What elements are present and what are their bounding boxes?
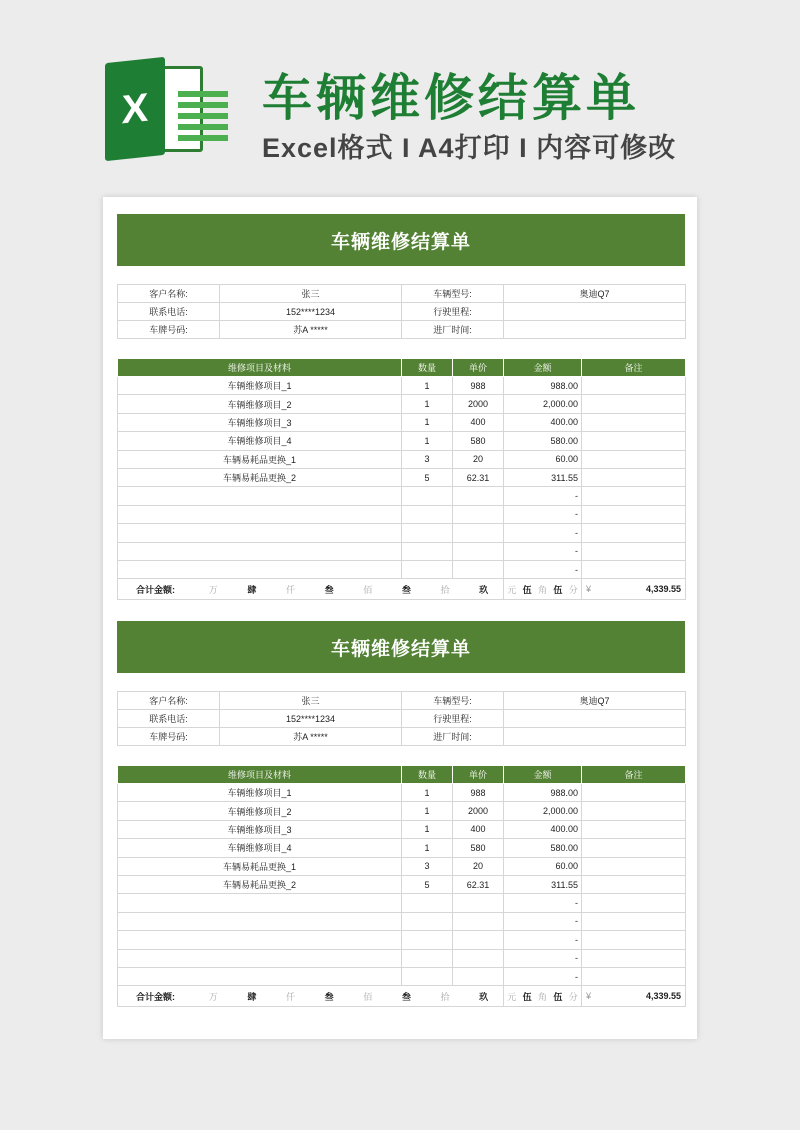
item-cell[interactable]: 车辆易耗品更换_1 [118, 450, 402, 468]
price-cell[interactable] [453, 949, 504, 967]
total-value: 4,339.55 [645, 584, 681, 595]
item-cell[interactable]: 车辆维修项目_4 [118, 432, 402, 450]
price-cell[interactable]: 988 [453, 377, 504, 395]
cap-char: 伍 [522, 584, 532, 595]
price-cell[interactable]: 400 [453, 413, 504, 431]
table-row [118, 377, 686, 395]
model-value[interactable]: 奥迪Q7 [504, 285, 686, 303]
qty-cell[interactable] [402, 967, 453, 985]
amount-cell[interactable]: - [504, 912, 582, 930]
cap-char: 仟 [286, 991, 296, 1002]
column-header: 维修项目及材料 [118, 766, 402, 784]
price-cell[interactable] [453, 912, 504, 930]
table-row [118, 303, 686, 321]
item-cell[interactable] [118, 560, 402, 578]
price-cell[interactable]: 2000 [453, 395, 504, 413]
excel-logo [105, 60, 205, 160]
price-cell[interactable]: 62.31 [453, 468, 504, 486]
cap-char: 伍 [522, 991, 532, 1002]
cap-char: 万 [208, 584, 218, 595]
item-cell[interactable]: 车辆维修项目_2 [118, 802, 402, 820]
cap-char: 仟 [286, 584, 296, 595]
table-row [118, 542, 686, 560]
amount-cell[interactable]: 580.00 [504, 432, 582, 450]
plate-value[interactable]: 苏A ***** [220, 321, 402, 339]
entry-time-label: 进厂时间: [402, 321, 504, 339]
cap-char: 玖 [479, 584, 489, 595]
price-cell[interactable]: 20 [453, 857, 504, 875]
price-cell[interactable]: 62.31 [453, 875, 504, 893]
price-cell[interactable]: 580 [453, 432, 504, 450]
table-row [118, 967, 686, 985]
mileage-label: 行驶里程: [402, 303, 504, 321]
qty-cell[interactable] [402, 949, 453, 967]
customer-info-table [117, 691, 686, 746]
amount-cell[interactable]: 2,000.00 [504, 395, 582, 413]
note-cell[interactable] [582, 839, 686, 857]
qty-cell[interactable] [402, 560, 453, 578]
table-row [118, 857, 686, 875]
phone-value[interactable]: 152****1234 [220, 710, 402, 728]
qty-cell[interactable] [402, 524, 453, 542]
note-cell[interactable] [582, 820, 686, 838]
cap-char: 肆 [247, 584, 257, 595]
note-cell[interactable] [582, 468, 686, 486]
amount-cell[interactable]: 2,000.00 [504, 802, 582, 820]
price-cell[interactable]: 20 [453, 450, 504, 468]
total-caps-cell-2 [504, 579, 582, 600]
entry-time-value[interactable] [504, 728, 686, 746]
amount-cell[interactable]: 311.55 [504, 468, 582, 486]
plate-value[interactable]: 苏A ***** [220, 728, 402, 746]
qty-cell[interactable]: 3 [402, 450, 453, 468]
column-header: 金额 [504, 359, 582, 377]
amount-cell[interactable]: - [504, 949, 582, 967]
item-cell[interactable] [118, 894, 402, 912]
table-row [118, 839, 686, 857]
total-caps-cell-2 [504, 986, 582, 1007]
excel-x-icon: X [105, 57, 165, 161]
settlement-form [117, 214, 685, 600]
qty-cell[interactable] [402, 542, 453, 560]
item-cell[interactable]: 车辆易耗品更换_2 [118, 875, 402, 893]
table-row [118, 931, 686, 949]
cap-char: 角 [537, 991, 547, 1002]
amount-cell[interactable]: 988.00 [504, 784, 582, 802]
column-header: 维修项目及材料 [118, 359, 402, 377]
cap-char: 佰 [363, 584, 373, 595]
total-row [118, 986, 686, 1007]
settlement-form [117, 621, 685, 1007]
paper-sheet [103, 197, 697, 1039]
note-cell[interactable] [582, 524, 686, 542]
note-cell[interactable] [582, 395, 686, 413]
item-cell[interactable] [118, 949, 402, 967]
currency-symbol: ¥ [586, 584, 592, 595]
table-header-row [118, 766, 686, 784]
cap-char: 拾 [440, 991, 450, 1002]
amount-cell[interactable]: 60.00 [504, 857, 582, 875]
qty-cell[interactable]: 5 [402, 875, 453, 893]
plate-label: 车牌号码: [118, 728, 220, 746]
page-subtitle: Excel格式 I A4打印 I 内容可修改 [262, 133, 677, 163]
amount-cell[interactable]: 311.55 [504, 875, 582, 893]
qty-cell[interactable] [402, 894, 453, 912]
cap-char: 拾 [440, 584, 450, 595]
amount-cell[interactable]: - [504, 505, 582, 523]
table-row [118, 321, 686, 339]
model-label: 车辆型号: [402, 692, 504, 710]
total-label: 合计金额: [136, 584, 175, 595]
table-header-row [118, 359, 686, 377]
amount-cell[interactable]: - [504, 487, 582, 505]
note-cell[interactable] [582, 432, 686, 450]
qty-cell[interactable]: 1 [402, 432, 453, 450]
amount-cell[interactable]: - [504, 894, 582, 912]
item-cell[interactable] [118, 524, 402, 542]
qty-cell[interactable]: 3 [402, 857, 453, 875]
table-row [118, 784, 686, 802]
amount-cell[interactable]: - [504, 542, 582, 560]
price-cell[interactable]: 400 [453, 820, 504, 838]
cap-char: 肆 [247, 991, 257, 1002]
price-cell[interactable] [453, 967, 504, 985]
cap-char: 万 [208, 991, 218, 1002]
note-cell[interactable] [582, 875, 686, 893]
column-header: 备注 [582, 359, 686, 377]
cap-char: 伍 [553, 584, 563, 595]
item-cell[interactable] [118, 967, 402, 985]
note-cell[interactable] [582, 450, 686, 468]
chinese-amount [194, 583, 503, 596]
cap-char: 分 [568, 991, 578, 1002]
total-amount-cell [582, 579, 686, 600]
table-row [118, 820, 686, 838]
customer-label: 客户名称: [118, 692, 220, 710]
table-row [118, 395, 686, 413]
column-header: 单价 [453, 766, 504, 784]
column-header: 单价 [453, 359, 504, 377]
price-cell[interactable] [453, 542, 504, 560]
repair-items-table [117, 765, 686, 1007]
table-row [118, 505, 686, 523]
qty-cell[interactable] [402, 487, 453, 505]
note-cell[interactable] [582, 413, 686, 431]
table-row [118, 875, 686, 893]
note-cell[interactable] [582, 912, 686, 930]
total-caps-cell [118, 986, 504, 1007]
amount-cell[interactable]: - [504, 560, 582, 578]
total-value: 4,339.55 [645, 991, 681, 1002]
cap-char: 角 [537, 584, 547, 595]
form-title-banner: 车辆维修结算单 [117, 621, 685, 673]
note-cell[interactable] [582, 505, 686, 523]
table-row [118, 728, 686, 746]
cap-char: 元 [507, 584, 517, 595]
phone-label: 联系电话: [118, 710, 220, 728]
price-cell[interactable] [453, 505, 504, 523]
total-amount-cell [582, 986, 686, 1007]
cap-char: 叁 [401, 991, 411, 1002]
note-cell[interactable] [582, 487, 686, 505]
item-cell[interactable] [118, 487, 402, 505]
chinese-amount [194, 990, 503, 1003]
price-cell[interactable] [453, 560, 504, 578]
table-row [118, 692, 686, 710]
price-cell[interactable] [453, 487, 504, 505]
note-cell[interactable] [582, 560, 686, 578]
customer-value[interactable]: 张三 [220, 285, 402, 303]
cap-char: 叁 [324, 991, 334, 1002]
table-row [118, 487, 686, 505]
amount-cell[interactable]: 988.00 [504, 377, 582, 395]
price-cell[interactable]: 2000 [453, 802, 504, 820]
repair-items-table [117, 358, 686, 600]
total-label: 合计金额: [136, 991, 175, 1002]
qty-cell[interactable]: 1 [402, 395, 453, 413]
qty-cell[interactable]: 1 [402, 839, 453, 857]
total-caps-cell [118, 579, 504, 600]
entry-time-value[interactable] [504, 321, 686, 339]
note-cell[interactable] [582, 802, 686, 820]
qty-cell[interactable] [402, 505, 453, 523]
qty-cell[interactable] [402, 912, 453, 930]
currency-symbol: ¥ [586, 991, 592, 1002]
table-row [118, 285, 686, 303]
column-header: 金额 [504, 766, 582, 784]
phone-label: 联系电话: [118, 303, 220, 321]
item-cell[interactable]: 车辆维修项目_2 [118, 395, 402, 413]
note-cell[interactable] [582, 894, 686, 912]
mileage-value[interactable] [504, 710, 686, 728]
item-cell[interactable]: 车辆维修项目_4 [118, 839, 402, 857]
column-header: 备注 [582, 766, 686, 784]
phone-value[interactable]: 152****1234 [220, 303, 402, 321]
item-cell[interactable]: 车辆易耗品更换_2 [118, 468, 402, 486]
customer-label: 客户名称: [118, 285, 220, 303]
mileage-value[interactable] [504, 303, 686, 321]
note-cell[interactable] [582, 967, 686, 985]
item-cell[interactable] [118, 542, 402, 560]
customer-info-table [117, 284, 686, 339]
item-cell[interactable]: 车辆维修项目_1 [118, 784, 402, 802]
table-row [118, 710, 686, 728]
column-header: 数量 [402, 766, 453, 784]
price-cell[interactable] [453, 894, 504, 912]
amount-cell[interactable]: - [504, 967, 582, 985]
amount-cell[interactable]: - [504, 524, 582, 542]
amount-cell[interactable]: 400.00 [504, 413, 582, 431]
table-row [118, 450, 686, 468]
customer-value[interactable]: 张三 [220, 692, 402, 710]
amount-cell[interactable]: 60.00 [504, 450, 582, 468]
note-cell[interactable] [582, 542, 686, 560]
model-value[interactable]: 奥迪Q7 [504, 692, 686, 710]
model-label: 车辆型号: [402, 285, 504, 303]
table-row [118, 560, 686, 578]
column-header: 数量 [402, 359, 453, 377]
total-row [118, 579, 686, 600]
amount-cell[interactable]: 400.00 [504, 820, 582, 838]
cap-char: 叁 [401, 584, 411, 595]
amount-cell[interactable]: - [504, 931, 582, 949]
item-cell[interactable]: 车辆维修项目_3 [118, 820, 402, 838]
page-title: 车辆维修结算单 [262, 70, 640, 126]
cap-char: 佰 [363, 991, 373, 1002]
price-cell[interactable]: 988 [453, 784, 504, 802]
table-row [118, 894, 686, 912]
qty-cell[interactable]: 5 [402, 468, 453, 486]
item-cell[interactable]: 车辆维修项目_1 [118, 377, 402, 395]
cap-char: 叁 [324, 584, 334, 595]
table-row [118, 802, 686, 820]
cap-char: 伍 [553, 991, 563, 1002]
form-title-banner: 车辆维修结算单 [117, 214, 685, 266]
cap-char: 元 [507, 991, 517, 1002]
table-row [118, 949, 686, 967]
item-cell[interactable] [118, 931, 402, 949]
item-cell[interactable] [118, 912, 402, 930]
table-row [118, 912, 686, 930]
entry-time-label: 进厂时间: [402, 728, 504, 746]
note-cell[interactable] [582, 377, 686, 395]
mileage-label: 行驶里程: [402, 710, 504, 728]
table-row [118, 524, 686, 542]
item-cell[interactable]: 车辆易耗品更换_1 [118, 857, 402, 875]
price-cell[interactable]: 580 [453, 839, 504, 857]
table-row [118, 432, 686, 450]
cap-char: 分 [568, 584, 578, 595]
table-row [118, 413, 686, 431]
plate-label: 车牌号码: [118, 321, 220, 339]
item-cell[interactable] [118, 505, 402, 523]
price-cell[interactable] [453, 931, 504, 949]
cap-char: 玖 [479, 991, 489, 1002]
price-cell[interactable] [453, 524, 504, 542]
qty-cell[interactable]: 1 [402, 377, 453, 395]
amount-cell[interactable]: 580.00 [504, 839, 582, 857]
note-cell[interactable] [582, 931, 686, 949]
note-cell[interactable] [582, 949, 686, 967]
qty-cell[interactable]: 1 [402, 784, 453, 802]
qty-cell[interactable]: 1 [402, 820, 453, 838]
table-row [118, 468, 686, 486]
qty-cell[interactable]: 1 [402, 802, 453, 820]
qty-cell[interactable] [402, 931, 453, 949]
note-cell[interactable] [582, 857, 686, 875]
note-cell[interactable] [582, 784, 686, 802]
item-cell[interactable]: 车辆维修项目_3 [118, 413, 402, 431]
qty-cell[interactable]: 1 [402, 413, 453, 431]
